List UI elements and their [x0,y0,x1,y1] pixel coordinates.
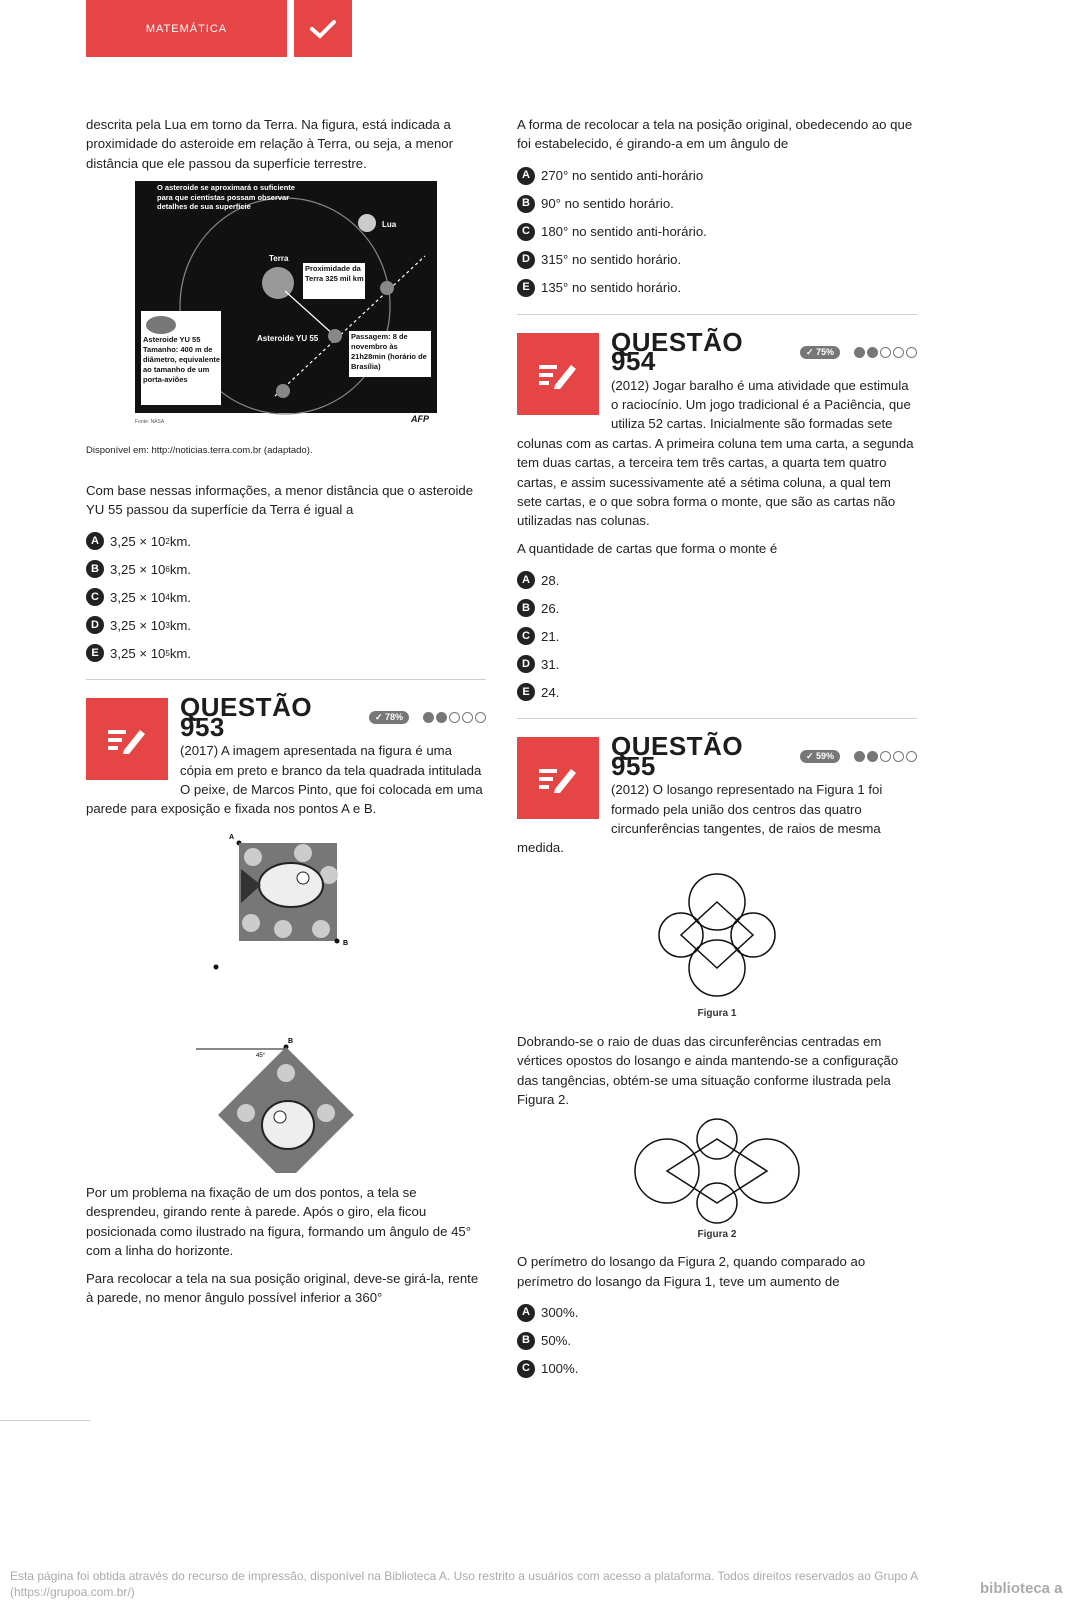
question-title: QUESTÃO 954 [611,326,744,377]
subject-tab[interactable]: MATEMÁTICA [86,0,287,57]
moon-label: Lua [382,220,397,230]
rhombus-figure-1 [637,872,797,1022]
success-badge: ✓ 75% [800,346,840,359]
check-button[interactable] [294,0,352,57]
options-list [517,162,917,302]
option-d[interactable]: D 31. [517,650,917,678]
edit-icon [86,698,168,780]
intro-text: A forma de recolocar a tela na posição original, obedecendo ao que foi estabelecido, é girando-a em um ângulo de [517,117,913,152]
asteroid-figure [135,181,437,431]
option-c[interactable]: C 180° no sentido anti-horário. [517,218,917,246]
left-column [86,115,486,1315]
option-d[interactable]: D 3,25 × 10 3 km. [86,611,486,639]
success-badge: ✓ 59% [800,750,840,763]
check-icon [309,18,337,40]
question-title: QUESTÃO 955 [611,731,744,781]
right-column [517,115,917,1387]
option-a[interactable]: A 28. [517,566,917,594]
point-a-label: A [229,833,235,841]
question-955 [517,731,917,865]
option-d[interactable]: D 315° no sentido horário. [517,246,917,274]
figure-2-caption: Figura 2 [697,1229,737,1241]
question-954 [517,326,917,539]
paragraph-1: Por um problema na fixação de um dos pontos, a tela se desprendeu, girando rente à parede. Após o giro, ela ficou posicionada como ilustrado na figura, formando um ângulo de 45° com a linha do horizonte. [86,1184,472,1259]
top-bar [86,0,352,57]
divider [517,718,917,719]
options-list [86,527,486,667]
option-b[interactable]: B 50%. [517,1327,917,1355]
option-a[interactable]: A 270° no sentido anti-horário [517,162,917,190]
brand-logo[interactable]: biblioteca a [980,1580,1063,1597]
question-statement: (2012) Jogar baralho é uma atividade que estimula o raciocínio. Um jogo tradicional é a Paciência, que utiliza 52 cartas. Inicialmente são formadas sete colunas com as cartas. A primeira coluna tem uma carta, a segunda tem duas cartas, a terceira tem três cartas, a quarta tem quatro cartas, e assim sucessivamente até a sétima coluna, a qual tem sete cartas, e o que sobra forma o monte, que são as cartas não utilizadas nas colunas. [517,377,914,529]
difficulty-dots [423,712,486,723]
option-letter: C [86,588,104,606]
figure-credit: AFP [411,414,429,425]
difficulty-dots [854,751,917,762]
source-text: Disponível em: http://noticias.terra.com.br (adaptado). [86,445,313,457]
figure-caption: O asteroide se aproximará o suficiente para que cientistas possam observar detalhes de sua superfície [157,183,295,212]
rhombus-figure-2 [632,1117,802,1242]
question-text: O perímetro do losango da Figura 2, quando comparado ao perímetro do losango da Figura 1, teve um aumento de [517,1254,866,1289]
asteroid-info: Asteroide YU 55 Tamanho: 400 m de diâmetro, equivalente ao tamanho de um porta-aviões [143,335,221,385]
option-c[interactable]: C 100%. [517,1355,917,1383]
paragraph-2: Para recolocar a tela na sua posição original, deve-se girá-la, rente à parede, no menor ângulo possível inferior a 360° [86,1270,479,1305]
edit-icon [517,333,599,415]
option-e[interactable]: E 3,25 × 10 5 km. [86,639,486,667]
edit-icon [517,737,599,819]
intro-text: descrita pela Lua em torno da Terra. Na figura, está indicada a proximidade do asteroide em relação à Terra, ou seja, a menor distância que ele passou da superfície terrestre. [86,117,454,171]
options-list [517,1299,917,1383]
point-b-label: B [343,939,349,947]
figure-1-caption: Figura 1 [697,1007,737,1019]
option-b[interactable]: B 26. [517,594,917,622]
question-953 [86,692,486,826]
option-a[interactable]: A 3,25 × 10 2 km. [86,527,486,555]
paragraph: Dobrando-se o raio de duas das circunferências centradas em vértices opostos do losango e ainda mantendo-se a configuração das tangências, obtém-se uma situação conforme ilustrada pela Figura 2. [517,1033,899,1107]
option-b[interactable]: B 90° no sentido horário. [517,190,917,218]
option-letter: D [86,616,104,634]
option-a[interactable]: A 300%. [517,1299,917,1327]
question-text: A quantidade de cartas que forma o monte é [517,540,778,556]
proximity-label: Proximidade da Terra 325 mil km [305,264,364,284]
painting-figure-original [211,833,361,973]
divider [86,679,486,680]
option-b[interactable]: B 3,25 × 10 6 km. [86,555,486,583]
option-c[interactable]: C 3,25 × 10 4 km. [86,583,486,611]
option-letter: B [86,560,104,578]
difficulty-dots [854,347,917,358]
option-letter: A [86,532,104,550]
success-badge: ✓ 78% [369,711,409,724]
divider [517,314,917,315]
passage-info: Passagem: 8 de novembro às 21h28min (horário de Brasília) [351,332,427,372]
painting-figure-rotated [196,1033,376,1173]
option-e[interactable]: E 135° no sentido horário. [517,274,917,302]
question-statement: (2017) A imagem apresentada na figura é uma cópia em preto e branco da tela quadrada intitulada O peixe, de Marcos Pinto, que foi colocada em uma parede para exposição e fixada nos pontos A e B. [86,743,483,817]
figure-font: Fonte: NASA [135,419,165,426]
faint-line [0,1420,90,1421]
option-letter: E [86,644,104,662]
angle-label: 45° [256,1052,266,1059]
option-e[interactable]: E 24. [517,678,917,706]
question-title: QUESTÃO 953 [180,692,313,742]
option-c[interactable]: C 21. [517,622,917,650]
question-statement: (2012) O losango representado na Figura 1 foi formado pela união dos centros das quatro circunferências tangentes, de raios de mesma medida. [517,782,883,856]
svg-text:B: B [288,1037,294,1045]
earth-label: Terra [269,254,289,264]
question-text: Com base nessas informações, a menor distância que o asteroide YU 55 passou da superfície da Terra é igual a [86,482,474,518]
footer-notice: Esta página foi obtida através do recurso de impressão, disponível na Biblioteca A. Uso restrito a usuários com acesso a plataforma. Todos direitos reservados ao Grupo A (https://grupoa.com.br/) [10,1569,918,1599]
options-list [517,566,917,706]
asteroid-label: Asteroide YU 55 [257,334,319,344]
